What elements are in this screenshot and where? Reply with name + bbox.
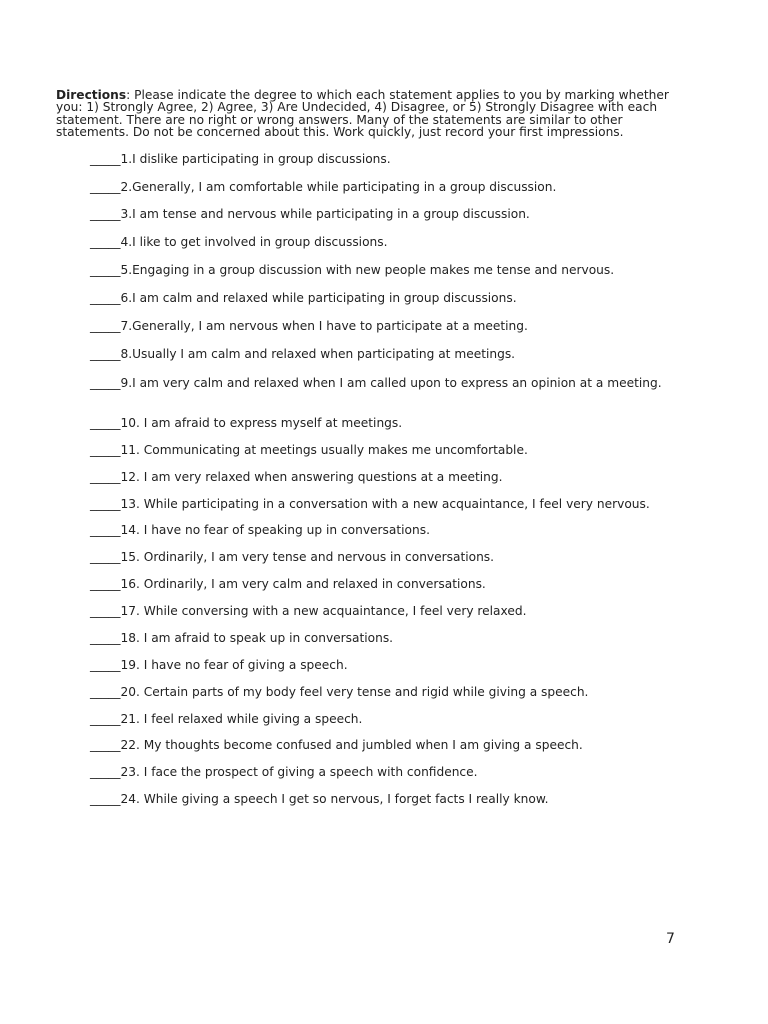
item-text: Communicating at meetings usually makes me uncomfortable. bbox=[139, 443, 528, 457]
survey-item bbox=[90, 713, 675, 726]
item-text: My thoughts become confused and jumbled when I am giving a speech. bbox=[139, 738, 583, 752]
answer-blank[interactable]: _____ bbox=[90, 712, 121, 726]
item-text: I am afraid to speak up in conversations. bbox=[139, 631, 394, 645]
survey-item bbox=[90, 377, 675, 390]
answer-blank[interactable]: _____ bbox=[90, 263, 121, 277]
item-number: 15. bbox=[120, 550, 140, 564]
item-text: While conversing with a new acquaintance, I feel very relaxed. bbox=[139, 604, 527, 618]
item-number: 24. bbox=[120, 792, 140, 806]
directions-text: : Please indicate the degree to which each statement applies to you by marking whether you: 1) Strongly Agree, 2) Agree, 3) Are Undecided, 4) Disagree, or 5) Strongly Disagree with each statement. There are no right or wrong answers. Many of the statements are similar to other statements. Do not be concerned about this. Work quickly, just record your first impressions. bbox=[56, 88, 669, 139]
survey-item bbox=[90, 524, 675, 537]
item-text: I am very relaxed when answering questions at a meeting. bbox=[139, 470, 503, 484]
item-number: 19. bbox=[120, 658, 140, 672]
answer-blank[interactable]: _____ bbox=[90, 207, 121, 221]
answer-blank[interactable]: _____ bbox=[90, 765, 121, 779]
item-text: I have no fear of giving a speech. bbox=[139, 658, 348, 672]
survey-item bbox=[90, 208, 675, 221]
answer-blank[interactable]: _____ bbox=[90, 577, 121, 591]
survey-item bbox=[90, 766, 675, 779]
answer-blank[interactable]: _____ bbox=[90, 792, 121, 806]
survey-item bbox=[90, 605, 675, 618]
item-number: 11. bbox=[120, 443, 140, 457]
item-number: 21. bbox=[120, 712, 140, 726]
item-text: While participating in a conversation with a new acquaintance, I feel very nervous. bbox=[139, 497, 650, 511]
survey-item bbox=[90, 348, 675, 361]
item-text: While giving a speech I get so nervous, I forget facts I really know. bbox=[139, 792, 549, 806]
answer-blank[interactable]: _____ bbox=[90, 658, 121, 672]
item-number: 14. bbox=[120, 523, 140, 537]
survey-item bbox=[90, 471, 675, 484]
answer-blank[interactable]: _____ bbox=[90, 738, 121, 752]
answer-blank[interactable]: _____ bbox=[90, 152, 121, 166]
item-number: 1. bbox=[120, 152, 133, 166]
item-text: I am very calm and relaxed when I am called upon to express an opinion at a meeting. bbox=[132, 376, 662, 390]
item-text: I like to get involved in group discussions. bbox=[132, 235, 388, 249]
answer-blank[interactable]: _____ bbox=[90, 291, 121, 305]
item-text: Ordinarily, I am very tense and nervous in conversations. bbox=[139, 550, 495, 564]
answer-blank[interactable]: _____ bbox=[90, 319, 121, 333]
answer-blank[interactable]: _____ bbox=[90, 347, 121, 361]
answer-blank[interactable]: _____ bbox=[90, 376, 121, 390]
item-text: I have no fear of speaking up in conversations. bbox=[139, 523, 430, 537]
item-number: 7. bbox=[120, 319, 133, 333]
item-text: Generally, I am comfortable while participating in a group discussion. bbox=[132, 180, 557, 194]
item-text: I face the prospect of giving a speech with confidence. bbox=[139, 765, 478, 779]
directions-label: Directions bbox=[56, 88, 127, 102]
item-number: 9. bbox=[120, 376, 133, 390]
item-text: Certain parts of my body feel very tense and rigid while giving a speech. bbox=[139, 685, 589, 699]
item-number: 3. bbox=[120, 207, 133, 221]
answer-blank[interactable]: _____ bbox=[90, 470, 121, 484]
survey-item bbox=[90, 292, 675, 305]
item-number: 20. bbox=[120, 685, 140, 699]
item-text: I am afraid to express myself at meetings. bbox=[139, 416, 403, 430]
item-text: Generally, I am nervous when I have to participate at a meeting. bbox=[132, 319, 528, 333]
survey-item bbox=[90, 551, 675, 564]
answer-blank[interactable]: _____ bbox=[90, 604, 121, 618]
item-number: 18. bbox=[120, 631, 140, 645]
survey-item bbox=[90, 498, 675, 511]
survey-item bbox=[90, 578, 675, 591]
item-text: Engaging in a group discussion with new people makes me tense and nervous. bbox=[132, 263, 615, 277]
item-text: Ordinarily, I am very calm and relaxed in conversations. bbox=[139, 577, 486, 591]
survey-item bbox=[90, 153, 675, 166]
item-text: I dislike participating in group discussions. bbox=[132, 152, 391, 166]
survey-item bbox=[90, 739, 675, 752]
item-number: 10. bbox=[120, 416, 140, 430]
survey-item bbox=[90, 686, 675, 699]
answer-blank[interactable]: _____ bbox=[90, 523, 121, 537]
survey-item bbox=[90, 320, 675, 333]
survey-item bbox=[90, 181, 675, 194]
answer-blank[interactable]: _____ bbox=[90, 685, 121, 699]
item-text: Usually I am calm and relaxed when participating at meetings. bbox=[132, 347, 516, 361]
item-number: 22. bbox=[120, 738, 140, 752]
survey-item bbox=[90, 236, 675, 249]
item-number: 6. bbox=[120, 291, 133, 305]
answer-blank[interactable]: _____ bbox=[90, 180, 121, 194]
item-number: 12. bbox=[120, 470, 140, 484]
answer-blank[interactable]: _____ bbox=[90, 235, 121, 249]
item-text: I am calm and relaxed while participating in group discussions. bbox=[132, 291, 517, 305]
item-number: 8. bbox=[120, 347, 133, 361]
item-number: 13. bbox=[120, 497, 140, 511]
item-number: 17. bbox=[120, 604, 140, 618]
item-number: 2. bbox=[120, 180, 133, 194]
survey-item bbox=[90, 632, 675, 645]
answer-blank[interactable]: _____ bbox=[90, 550, 121, 564]
item-number: 23. bbox=[120, 765, 140, 779]
survey-item bbox=[90, 264, 675, 277]
answer-blank[interactable]: _____ bbox=[90, 416, 121, 430]
survey-item bbox=[90, 659, 675, 672]
item-number: 16. bbox=[120, 577, 140, 591]
item-number: 5. bbox=[120, 263, 133, 277]
item-text: I feel relaxed while giving a speech. bbox=[139, 712, 363, 726]
page-number: 7 bbox=[666, 931, 675, 947]
item-text: I am tense and nervous while participating in a group discussion. bbox=[132, 207, 530, 221]
item-number: 4. bbox=[120, 235, 133, 249]
directions-paragraph bbox=[56, 89, 674, 138]
answer-blank[interactable]: _____ bbox=[90, 497, 121, 511]
answer-blank[interactable]: _____ bbox=[90, 443, 121, 457]
survey-item bbox=[90, 417, 675, 430]
survey-item bbox=[90, 793, 675, 806]
answer-blank[interactable]: _____ bbox=[90, 631, 121, 645]
survey-item bbox=[90, 444, 675, 457]
